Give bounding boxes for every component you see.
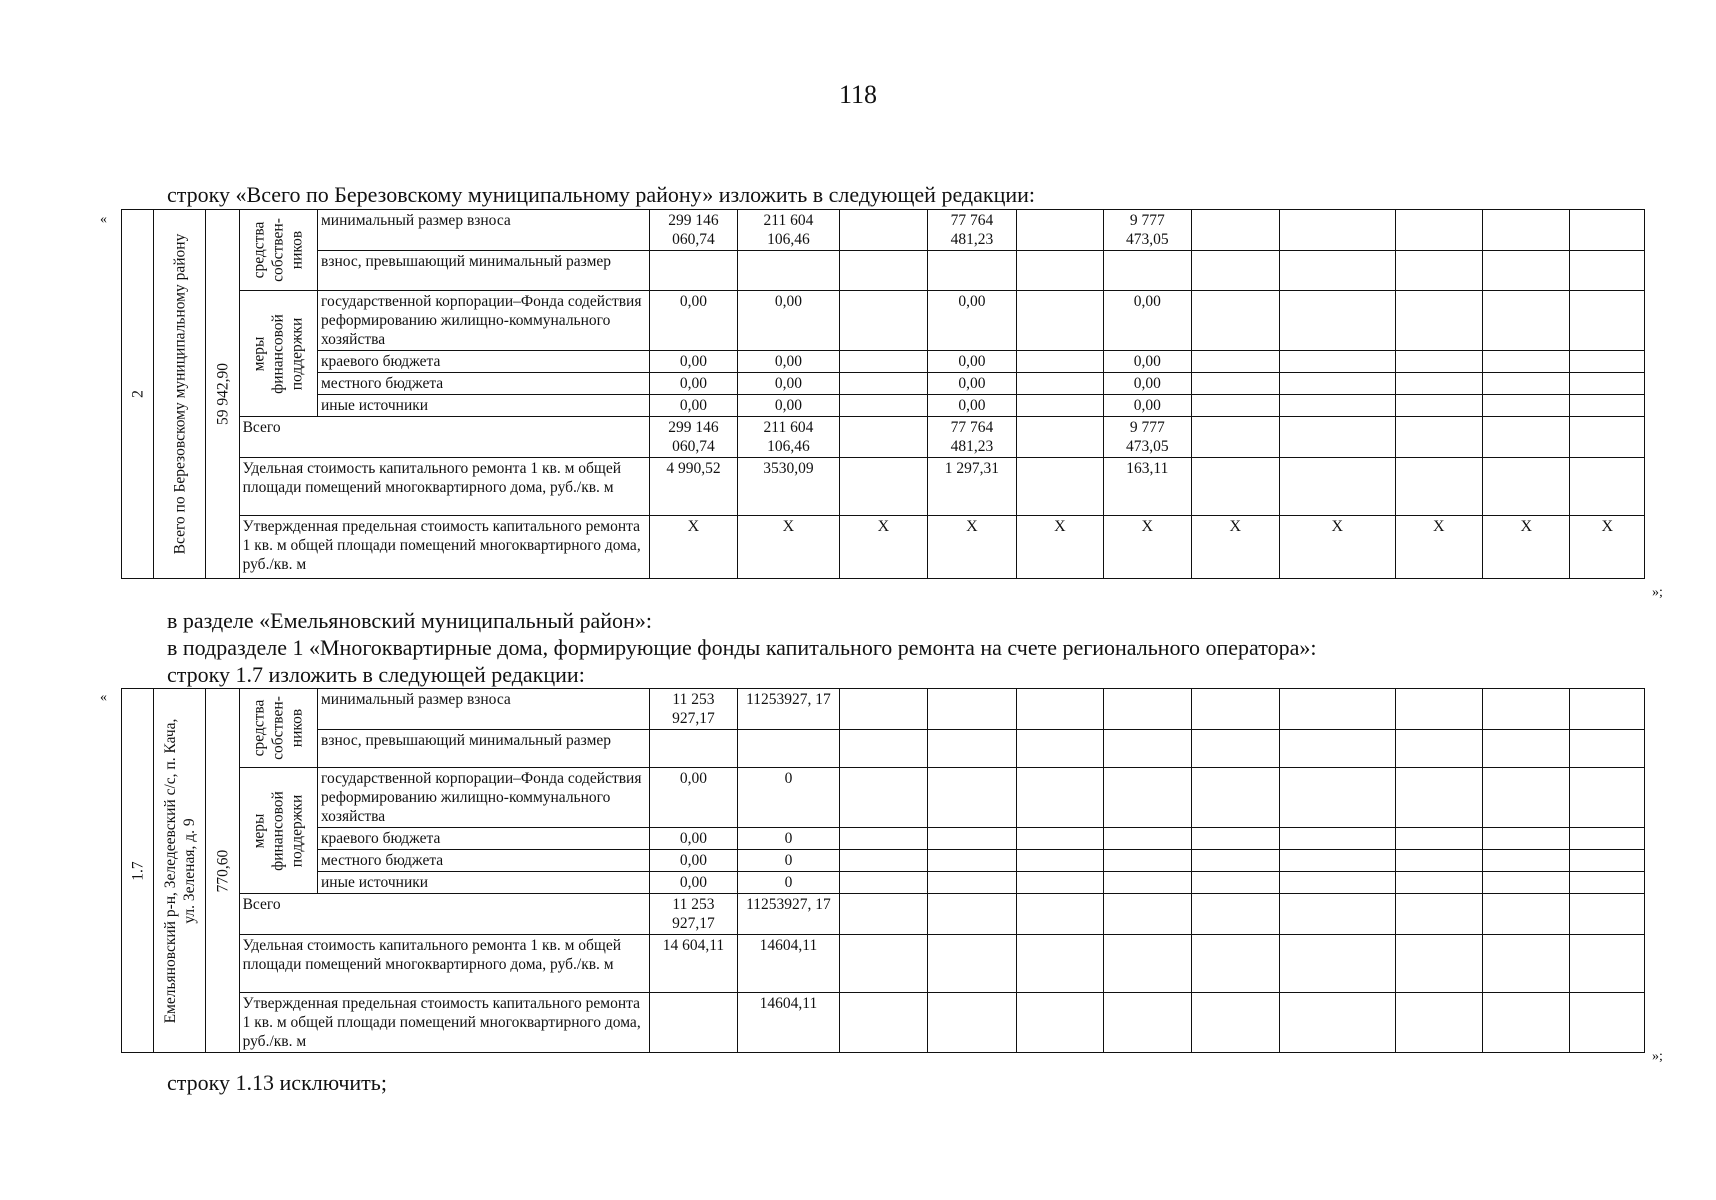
value-cell	[839, 351, 927, 373]
value-cell	[1570, 872, 1645, 894]
value-cell	[649, 730, 737, 768]
value-cell	[1016, 935, 1103, 993]
value-cell	[1395, 251, 1482, 291]
value-cell: Х	[1104, 516, 1191, 579]
financial-support-label	[250, 791, 307, 871]
value-cell: 0,00	[649, 872, 737, 894]
value-cell: 211 604 106,46	[738, 210, 840, 251]
value-cell: 77 764 481,23	[928, 417, 1016, 458]
value-cell	[839, 993, 927, 1053]
value-cell: 0,00	[928, 373, 1016, 395]
value-cell	[1191, 850, 1279, 872]
value-cell: 14604,11	[738, 935, 840, 993]
value-cell	[1104, 993, 1191, 1053]
value-cell	[1483, 768, 1570, 828]
value-cell: 9 777 473,05	[1104, 417, 1191, 458]
value-cell: 0,00	[928, 395, 1016, 417]
value-cell	[1395, 351, 1482, 373]
value-cell: 0,00	[738, 291, 840, 351]
value-cell: 0,00	[649, 828, 737, 850]
value-cell	[1104, 850, 1191, 872]
row-number-cell	[122, 210, 154, 579]
table-row	[122, 351, 1645, 373]
value-cell	[839, 291, 927, 351]
area-cell	[206, 210, 239, 579]
row-label: минимальный размер взноса	[318, 210, 650, 251]
value-cell	[839, 395, 927, 417]
value-cell	[1483, 730, 1570, 768]
value-cell	[1191, 395, 1279, 417]
group-label-line: средства	[250, 699, 268, 757]
value-cell	[928, 872, 1016, 894]
value-cell	[1483, 351, 1570, 373]
value-cell	[1016, 689, 1103, 730]
value-cell	[928, 993, 1016, 1053]
table-row	[122, 373, 1645, 395]
table-row	[122, 689, 1645, 730]
value-cell	[1279, 689, 1395, 730]
table-row	[122, 993, 1645, 1053]
value-cell: 0,00	[1104, 351, 1191, 373]
value-cell	[1483, 395, 1570, 417]
value-cell	[839, 417, 927, 458]
value-cell	[1016, 210, 1103, 251]
value-cell: Х	[649, 516, 737, 579]
value-cell: 0,00	[1104, 373, 1191, 395]
value-cell	[1570, 894, 1645, 935]
value-cell: 14 604,11	[649, 935, 737, 993]
value-cell	[1483, 251, 1570, 291]
value-cell: Х	[1279, 516, 1395, 579]
value-cell	[649, 251, 737, 291]
address-text	[161, 718, 199, 1023]
row-label: Удельная стоимость капитального ремонта 1 кв. м общей площади помещений многоквартирного дома, руб./кв. м	[239, 458, 649, 516]
value-cell	[1191, 417, 1279, 458]
value-cell	[1016, 373, 1103, 395]
open-quote-mark-2: «	[100, 690, 107, 705]
value-cell	[839, 894, 927, 935]
value-cell	[1191, 210, 1279, 251]
row-label: Утвержденная предельная стоимость капитального ремонта 1 кв. м общей площади помещений многоквартирного дома, руб./кв. м	[239, 993, 649, 1053]
value-cell	[1395, 894, 1482, 935]
value-cell	[839, 935, 927, 993]
value-cell	[1395, 935, 1482, 993]
value-cell: Х	[1016, 516, 1103, 579]
row-label: краевого бюджета	[318, 828, 650, 850]
value-cell: 4 990,52	[649, 458, 737, 516]
value-cell: Х	[1191, 516, 1279, 579]
value-cell	[839, 373, 927, 395]
value-cell	[1279, 730, 1395, 768]
value-cell	[928, 935, 1016, 993]
value-cell	[1570, 850, 1645, 872]
value-cell	[1483, 993, 1570, 1053]
close-quote-mark-2: »;	[1652, 1049, 1663, 1064]
value-cell: 0,00	[649, 351, 737, 373]
value-cell	[1279, 894, 1395, 935]
value-cell	[1016, 768, 1103, 828]
value-cell	[839, 828, 927, 850]
value-cell	[1104, 768, 1191, 828]
exclusion-line: строку 1.13 исключить;	[167, 1070, 387, 1095]
table-row	[122, 210, 1645, 251]
value-cell: 0,00	[649, 373, 737, 395]
value-cell	[649, 993, 737, 1053]
value-cell	[1191, 291, 1279, 351]
value-cell	[1016, 291, 1103, 351]
row-label: взнос, превышающий минимальный размер	[318, 730, 650, 768]
value-cell	[928, 689, 1016, 730]
area-value: 59 942,90	[214, 363, 231, 425]
value-cell	[1570, 993, 1645, 1053]
table-row	[122, 291, 1645, 351]
page-number: 118	[838, 80, 878, 109]
value-cell	[1279, 872, 1395, 894]
table-row-1-7	[121, 688, 1645, 1053]
value-cell: 0,00	[928, 351, 1016, 373]
value-cell	[1570, 351, 1645, 373]
value-cell	[1395, 373, 1482, 395]
value-cell	[1191, 768, 1279, 828]
close-quote-mark: »;	[1652, 585, 1663, 600]
group-label-line: финансовой	[269, 790, 287, 871]
address-text	[170, 234, 189, 555]
table-row	[122, 417, 1645, 458]
value-cell	[1483, 373, 1570, 395]
value-cell	[1016, 417, 1103, 458]
value-cell	[1483, 291, 1570, 351]
table-row	[122, 395, 1645, 417]
value-cell: Х	[928, 516, 1016, 579]
value-cell	[1279, 417, 1395, 458]
value-cell	[1191, 351, 1279, 373]
value-cell	[1279, 395, 1395, 417]
value-cell: 0,00	[649, 850, 737, 872]
value-cell	[1570, 458, 1645, 516]
owners-funds-label	[250, 696, 307, 760]
value-cell	[1191, 872, 1279, 894]
row-label: Всего	[239, 894, 649, 935]
value-cell	[1483, 894, 1570, 935]
value-cell	[1395, 395, 1482, 417]
financial-support-group	[239, 291, 317, 417]
value-cell	[839, 730, 927, 768]
value-cell	[1570, 935, 1645, 993]
row-label: государственной корпорации–Фонда содействия реформированию жилищно-коммунального хозяйства	[318, 291, 650, 351]
value-cell	[1191, 935, 1279, 993]
value-cell	[839, 689, 927, 730]
row-number-cell	[122, 689, 154, 1053]
value-cell: 14604,11	[738, 993, 840, 1053]
value-cell	[1279, 210, 1395, 251]
value-cell	[1483, 417, 1570, 458]
value-cell	[1395, 291, 1482, 351]
value-cell	[1016, 730, 1103, 768]
value-cell: 0,00	[1104, 291, 1191, 351]
group-label-line: финансовой	[269, 313, 287, 394]
value-cell: 11 253 927,17	[649, 894, 737, 935]
value-cell	[1395, 689, 1482, 730]
value-cell: 3530,09	[738, 458, 840, 516]
value-cell	[1483, 689, 1570, 730]
row-label: Всего	[239, 417, 649, 458]
group-label-line: собствен-	[269, 218, 287, 282]
value-cell	[1570, 768, 1645, 828]
table-row	[122, 516, 1645, 579]
value-cell	[1395, 458, 1482, 516]
value-cell	[928, 730, 1016, 768]
value-cell: 0	[738, 768, 840, 828]
value-cell: 0,00	[649, 768, 737, 828]
value-cell: Х	[839, 516, 927, 579]
value-cell: 0	[738, 828, 840, 850]
table-row	[122, 872, 1645, 894]
value-cell	[839, 850, 927, 872]
value-cell	[1570, 689, 1645, 730]
row-label: местного бюджета	[318, 373, 650, 395]
value-cell	[839, 210, 927, 251]
value-cell	[1279, 458, 1395, 516]
value-cell	[1395, 210, 1482, 251]
value-cell	[1279, 768, 1395, 828]
value-cell	[1483, 850, 1570, 872]
instruction-line-2: строку 1.7 изложить в следующей редакции:	[167, 662, 585, 687]
value-cell	[1104, 935, 1191, 993]
value-cell	[1191, 828, 1279, 850]
value-cell	[928, 828, 1016, 850]
value-cell	[1570, 251, 1645, 291]
row-label: местного бюджета	[318, 850, 650, 872]
value-cell	[1016, 351, 1103, 373]
value-cell	[1570, 417, 1645, 458]
value-cell: 0	[738, 850, 840, 872]
value-cell	[1395, 730, 1482, 768]
area-value: 770,60	[214, 849, 231, 892]
address-cell	[154, 689, 206, 1053]
row-label: государственной корпорации–Фонда содействия реформированию жилищно-коммунального хозяйства	[318, 768, 650, 828]
group-label-line: средства	[250, 221, 268, 279]
row-label: иные источники	[318, 395, 650, 417]
value-cell: 11253927, 17	[738, 894, 840, 935]
value-cell	[1395, 850, 1482, 872]
area-cell	[206, 689, 239, 1053]
value-cell	[738, 251, 840, 291]
table-row	[122, 894, 1645, 935]
value-cell	[1191, 689, 1279, 730]
table-berezovsky-total	[121, 209, 1645, 579]
row-label: минимальный размер взноса	[318, 689, 650, 730]
value-cell	[1191, 251, 1279, 291]
value-cell	[1104, 828, 1191, 850]
value-cell	[1483, 458, 1570, 516]
value-cell	[1016, 251, 1103, 291]
table-row	[122, 935, 1645, 993]
value-cell	[1483, 828, 1570, 850]
value-cell: 0,00	[649, 291, 737, 351]
value-cell	[1279, 828, 1395, 850]
row-label: Удельная стоимость капитального ремонта 1 кв. м общей площади помещений многоквартирного дома, руб./кв. м	[239, 935, 649, 993]
value-cell: 299 146 060,74	[649, 210, 737, 251]
value-cell	[1483, 210, 1570, 251]
address-cell	[154, 210, 206, 579]
value-cell: 0,00	[928, 291, 1016, 351]
value-cell	[1570, 210, 1645, 251]
row-label: Утвержденная предельная стоимость капитального ремонта 1 кв. м общей площади помещений многоквартирного дома, руб./кв. м	[239, 516, 649, 579]
subsection-line: в подразделе 1 «Многоквартирные дома, формирующие фонды капитального ремонта на счете регионального оператора»:	[167, 635, 1317, 660]
value-cell	[839, 872, 927, 894]
value-cell	[1104, 894, 1191, 935]
value-cell	[1191, 894, 1279, 935]
value-cell	[1191, 373, 1279, 395]
row-label: иные источники	[318, 872, 650, 894]
group-label-line: ников	[288, 708, 306, 748]
value-cell: 9 777 473,05	[1104, 210, 1191, 251]
group-label-line: меры	[250, 336, 268, 371]
row-number: 2	[129, 390, 147, 398]
value-cell: 0,00	[738, 395, 840, 417]
value-cell: 0	[738, 872, 840, 894]
value-cell: 11 253 927,17	[649, 689, 737, 730]
value-cell	[1016, 828, 1103, 850]
value-cell	[1279, 993, 1395, 1053]
value-cell: Х	[1483, 516, 1570, 579]
value-cell: 0,00	[738, 373, 840, 395]
value-cell	[1483, 935, 1570, 993]
table-row	[122, 828, 1645, 850]
value-cell	[1395, 768, 1482, 828]
value-cell	[1016, 395, 1103, 417]
table-row	[122, 730, 1645, 768]
value-cell	[928, 768, 1016, 828]
address-line: Всего по Березовскому муниципальному району	[171, 233, 189, 555]
value-cell: 0,00	[738, 351, 840, 373]
address-line: ул. Зеленая, д. 9	[180, 817, 198, 924]
financial-support-label	[250, 314, 307, 394]
value-cell	[1570, 828, 1645, 850]
value-cell	[1191, 993, 1279, 1053]
table-row	[122, 251, 1645, 291]
group-label-line: поддержки	[288, 794, 306, 867]
financial-support-group	[239, 768, 317, 894]
value-cell	[1395, 828, 1482, 850]
value-cell	[1570, 730, 1645, 768]
value-cell	[928, 894, 1016, 935]
value-cell	[1279, 850, 1395, 872]
value-cell	[738, 730, 840, 768]
group-label-line: меры	[250, 813, 268, 848]
address-line: Емельяновский р-н, Зеледеевский с/с, п. Кача,	[161, 718, 179, 1023]
value-cell: 0,00	[1104, 395, 1191, 417]
owners-funds-group	[239, 210, 317, 291]
section-line: в разделе «Емельяновский муниципальный район»:	[167, 608, 652, 633]
value-cell	[1016, 872, 1103, 894]
value-cell: 299 146 060,74	[649, 417, 737, 458]
value-cell	[1104, 251, 1191, 291]
value-cell	[1279, 373, 1395, 395]
value-cell	[1279, 935, 1395, 993]
value-cell: 0,00	[649, 395, 737, 417]
value-cell	[1395, 993, 1482, 1053]
row-label: взнос, превышающий минимальный размер	[318, 251, 650, 291]
value-cell	[839, 251, 927, 291]
owners-funds-label	[250, 218, 307, 282]
value-cell: 211 604 106,46	[738, 417, 840, 458]
value-cell: Х	[1395, 516, 1482, 579]
value-cell	[1016, 458, 1103, 516]
value-cell	[1104, 689, 1191, 730]
table-row	[122, 850, 1645, 872]
value-cell	[1016, 850, 1103, 872]
open-quote-mark: «	[100, 212, 107, 227]
value-cell	[839, 768, 927, 828]
value-cell	[1279, 291, 1395, 351]
value-cell	[1483, 872, 1570, 894]
value-cell: 163,11	[1104, 458, 1191, 516]
value-cell	[1395, 872, 1482, 894]
value-cell: Х	[738, 516, 840, 579]
value-cell	[1104, 872, 1191, 894]
value-cell	[1016, 894, 1103, 935]
group-label-line: ников	[288, 230, 306, 270]
value-cell	[928, 850, 1016, 872]
value-cell: 77 764 481,23	[928, 210, 1016, 251]
value-cell	[1016, 993, 1103, 1053]
value-cell	[1570, 395, 1645, 417]
value-cell	[1191, 458, 1279, 516]
instruction-line: строку «Всего по Березовскому муниципальному району» изложить в следующей редакции:	[167, 182, 1036, 207]
value-cell	[1279, 351, 1395, 373]
group-label-line: собствен-	[269, 696, 287, 760]
value-cell	[1395, 417, 1482, 458]
row-label: краевого бюджета	[318, 351, 650, 373]
value-cell: Х	[1570, 516, 1645, 579]
group-label-line: поддержки	[288, 317, 306, 390]
table-row	[122, 458, 1645, 516]
value-cell: 1 297,31	[928, 458, 1016, 516]
table-row	[122, 768, 1645, 828]
owners-funds-group	[239, 689, 317, 768]
value-cell	[1104, 730, 1191, 768]
row-number: 1.7	[129, 860, 147, 881]
value-cell	[1191, 730, 1279, 768]
value-cell	[1279, 251, 1395, 291]
value-cell	[839, 458, 927, 516]
value-cell	[1570, 373, 1645, 395]
value-cell	[1570, 291, 1645, 351]
value-cell: 11253927, 17	[738, 689, 840, 730]
value-cell	[928, 251, 1016, 291]
